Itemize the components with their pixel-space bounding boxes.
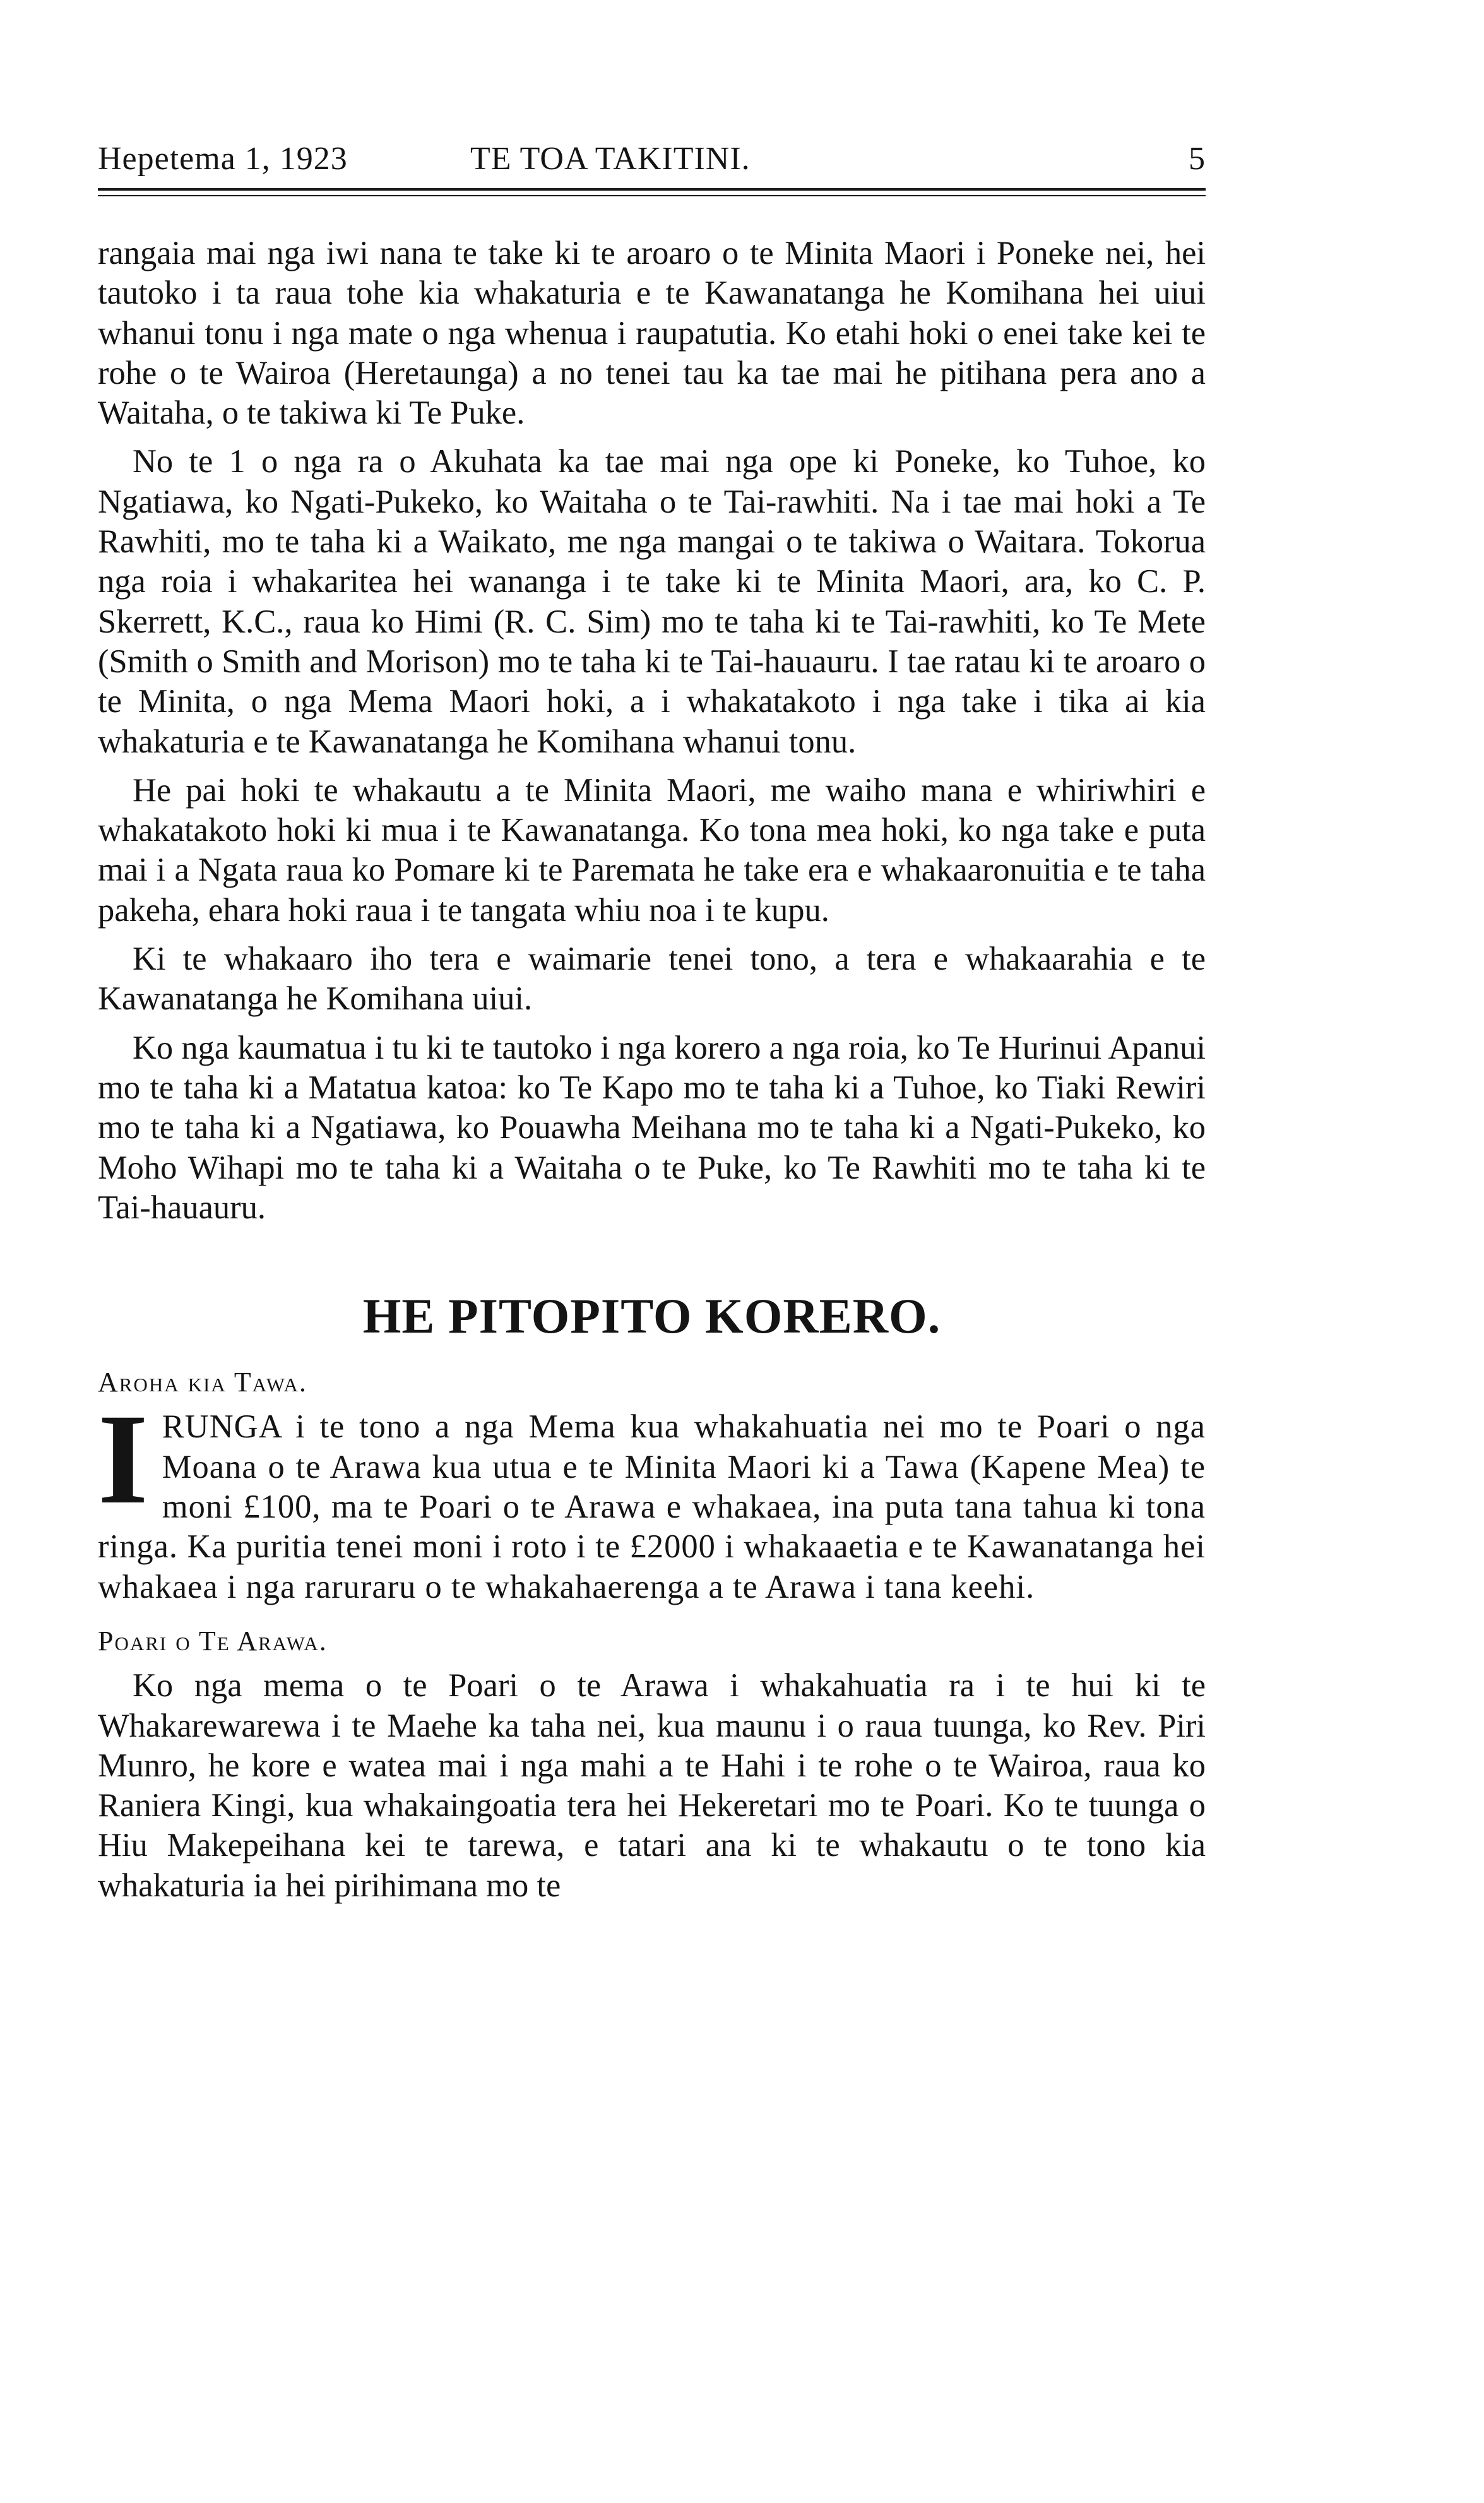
paragraph-5: Ko nga kaumatua i tu ki te tautoko i nga korero a nga roia, ko Te Hurinui Apanui mo te taha ki a Matatua katoa: ko Te Kapo mo te taha ki a Tuhoe, ko Tiaki Rewiri mo te taha ki a Ngatiawa, ko Pouawha Meihana mo te taha ki a Ngati-Pukeko, ko Moho Wihapi mo te taha ki a Waitaha o te Puke, ko Te Rawhiti mo te taha ki te Tai-hauauru. (98, 1029, 1206, 1226)
subheading-aroha-kia-tawa: Aroha kia Tawa. (98, 1367, 307, 1398)
drop-cap: I (98, 1388, 148, 1531)
paragraph-4: Ki te whakaaro iho tera e waimarie tenei tono, a tera e whakaarahia e te Kawanatanga he Komihana uiui. (98, 941, 1206, 1018)
subheading-poari-o-te-arawa: Poari o Te Arawa. (98, 1625, 328, 1656)
paragraph-6 (98, 1388, 1206, 1607)
header-rule-thin (98, 195, 1206, 196)
page-number: 5 (1189, 141, 1206, 177)
header-title: TE TOA TAKITINI. (470, 141, 751, 177)
section-heading: HE PITOPITO KORERO. (362, 1288, 941, 1344)
header-date: Hepetema 1, 1923 (98, 141, 348, 177)
paragraph-1: rangaia mai nga iwi nana te take ki te aroaro o te Minita Maori i Poneke nei, hei tautoko i ta raua tohe kia whakaturia e te Kawanatanga he Komihana hei uiui whanui tonu i nga mate o nga whenua i raupatutia. Ko etahi hoki o enei take kei te rohe o te Wairoa (Heretaunga) a no tenei tau ka tae mai he pitihana pera ano a Waitaha, o te takiwa ki Te Puke. (98, 235, 1206, 432)
header-rule-thick (98, 188, 1206, 191)
article-body (98, 234, 1206, 1906)
paragraph-2: No te 1 o nga ra o Akuhata ka tae mai nga ope ki Poneke, ko Tuhoe, ko Ngatiawa, ko Ngati-Pukeko, ko Waitaha o te Tai-rawhiti. Na i tae mai hoki a Te Rawhiti, mo te taha ki a Waikato, me nga mangai o te takiwa o Waitara. Tokorua nga roia i whakaritea hei wananga i te take ki te Minita Maori, ara, ko C. P. Skerrett, K.C., raua ko Himi (R. C. Sim) mo te taha ki te Tai-rawhiti, ko Te Mete (Smith o Smith and Morison) mo te taha ki te Tai-hauauru. I tae ratau ki te aroaro o te Minita, o nga Mema Maori hoki, a i whakatakoto i nga take i tika ai kia whakaturia e te Kawanatanga he Komihana whanui tonu. (98, 443, 1206, 760)
running-header (98, 140, 1206, 191)
paragraph-7: Ko nga mema o te Poari o te Arawa i whakahuatia ra i te hui ki te Whakarewarewa i te Maehe ka taha nei, kua maunu i o raua tuunga, ko Rev. Piri Munro, he kore e watea mai i nga mahi a te Hahi i te rohe o te Wairoa, raua ko Raniera Kingi, kua whakaingoatia tera hei Hekeretari mo te Poari. Ko te tuunga o Hiu Makepeihana kei te tarewa, e tatari ana ki te whakautu o te tono kia whakaturia ia hei pirihimana mo te (98, 1667, 1206, 1904)
paragraph-6-text: RUNGA i te tono a nga Mema kua whakahuatia nei mo te Poari o nga Moana o te Arawa kua utua e te Minita Maori ki a Tawa (Kapene Mea) te moni £100, ma te Poari o te Arawa e whakaea, ina puta tana tahua ki tona ringa. Ka puritia tenei moni i roto i te £2000 i whakaaetia e te Kawanatanga hei whakaea i nga raruraru o te whakahaerenga a te Arawa i tana keehi. (98, 1408, 1206, 1605)
paragraph-3: He pai hoki te whakautu a te Minita Maori, me waiho mana e whiriwhiri e whakatakoto hoki ki mua i te Kawanatanga. Ko tona mea hoki, ko nga take e puta mai i a Ngata raua ko Pomare ki te Paremata he take era e whakaaronuitia e te taha pakeha, ehara hoki raua i te tangata whiu noa i te kupu. (98, 771, 1206, 929)
